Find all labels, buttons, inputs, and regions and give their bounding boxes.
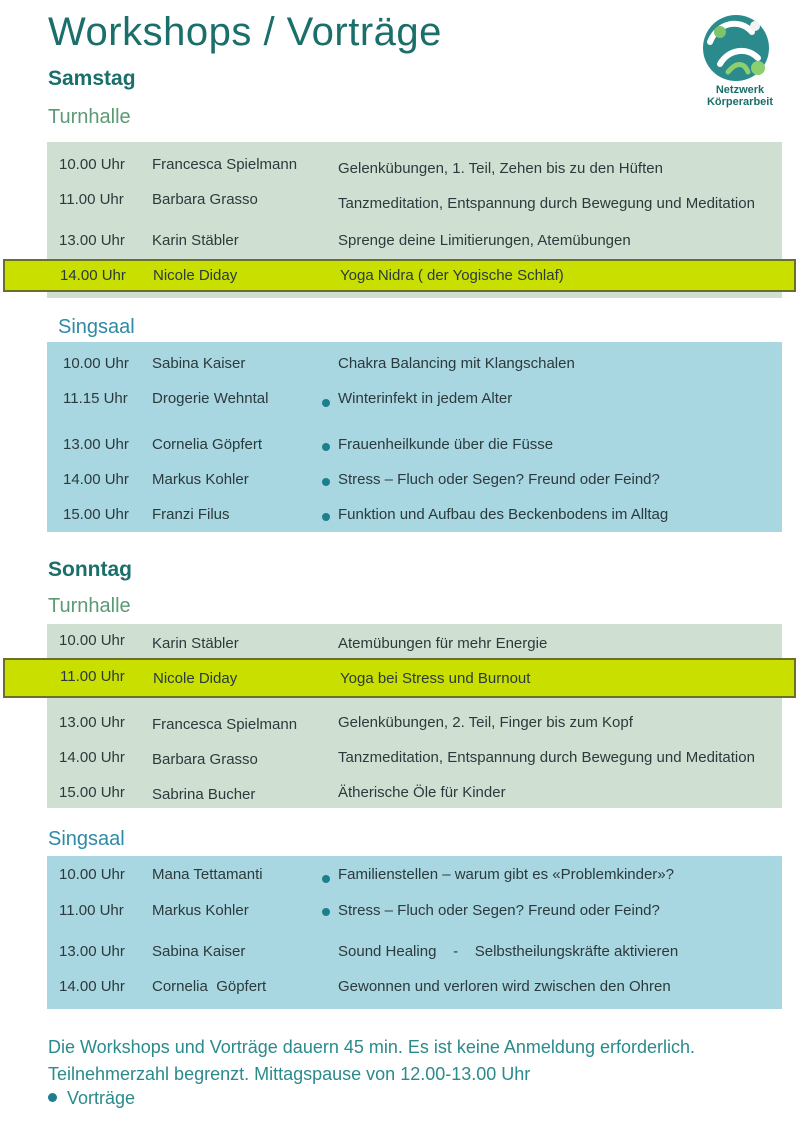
- schedule-block-singsaal-sun: [47, 856, 782, 1009]
- logo-line-2: Körperarbeit: [706, 96, 774, 108]
- row-topic: Gelenkübungen, 1. Teil, Zehen bis zu den Hüften: [338, 160, 663, 177]
- highlighted-row: [3, 658, 796, 698]
- schedule-row: [47, 228, 782, 258]
- row-speaker: Cornelia Göpfert: [152, 978, 267, 995]
- row-time: 14.00 Uhr: [63, 471, 129, 488]
- row-time: 14.00 Uhr: [59, 978, 125, 995]
- row-topic: Funktion und Aufbau des Beckenbodens im Alltag: [338, 506, 669, 523]
- day-sunday: Sonntag: [48, 558, 132, 581]
- row-topic: Frauenheilkunde über die Füsse: [338, 436, 554, 453]
- row-speaker: Cornelia Göpfert: [152, 436, 263, 453]
- row-time: 11.15 Uhr: [63, 390, 128, 407]
- row-time: 15.00 Uhr: [63, 506, 129, 523]
- row-topic: Chakra Balancing mit Klangschalen: [338, 355, 575, 372]
- row-speaker: Francesca Spielmann: [152, 716, 298, 733]
- row-time: 11.00 Uhr: [59, 902, 124, 919]
- row-time: 13.00 Uhr: [59, 943, 125, 960]
- lecture-dot-icon: [48, 1093, 57, 1102]
- logo-emblem-icon: [700, 12, 780, 84]
- row-topic: Tanzmeditation, Entspannung durch Bewegung und Meditation: [338, 749, 755, 766]
- row-time: 10.00 Uhr: [59, 866, 125, 883]
- row-time: 10.00 Uhr: [63, 355, 129, 372]
- lecture-dot-icon: [322, 399, 330, 407]
- schedule-row: [47, 745, 782, 775]
- row-speaker: Sabrina Bucher: [152, 786, 256, 803]
- row-topic: Stress – Fluch oder Segen? Freund oder Feind?: [338, 902, 660, 919]
- schedule-row: [47, 467, 782, 497]
- row-speaker: Markus Kohler: [152, 902, 249, 919]
- row-speaker: Karin Stäbler: [152, 635, 239, 652]
- row-topic: Tanzmeditation, Entspannung durch Bewegung und Meditation: [338, 195, 755, 212]
- row-speaker: Barbara Grasso: [152, 751, 258, 768]
- lecture-dot-icon: [322, 908, 330, 916]
- schedule-row: [47, 862, 782, 892]
- row-time: 10.00 Uhr: [59, 156, 125, 173]
- row-topic: Familienstellen – warum gibt es «Problemkinder»?: [338, 866, 674, 883]
- highlighted-row: [3, 259, 796, 292]
- logo-text: [694, 84, 786, 108]
- schedule-row: [47, 710, 782, 740]
- day-saturday: Samstag: [48, 67, 136, 90]
- row-speaker: Nicole Diday: [153, 267, 238, 284]
- row-time: 13.00 Uhr: [59, 714, 125, 731]
- logo-line-1: Netzwerk: [715, 84, 765, 96]
- row-topic: Yoga bei Stress und Burnout: [340, 670, 531, 687]
- room-turnhalle-sun: Turnhalle: [48, 595, 131, 617]
- row-topic: Gelenkübungen, 2. Teil, Finger bis zum Kopf: [338, 714, 633, 731]
- room-singsaal-sat: Singsaal: [58, 316, 135, 338]
- schedule-block-singsaal-sat: [47, 342, 782, 532]
- page-title: Workshops / Vorträge: [48, 10, 442, 54]
- row-speaker: Karin Stäbler: [152, 232, 239, 249]
- row-topic: Sprenge deine Limitierungen, Atemübungen: [338, 232, 631, 249]
- lecture-dot-icon: [322, 478, 330, 486]
- schedule-row: [47, 628, 782, 658]
- schedule-row: [47, 780, 782, 810]
- row-topic: Stress – Fluch oder Segen? Freund oder Feind?: [338, 471, 660, 488]
- lecture-dot-icon: [322, 875, 330, 883]
- row-speaker: Franzi Filus: [152, 506, 230, 523]
- row-speaker: Barbara Grasso: [152, 191, 258, 208]
- room-singsaal-sun: Singsaal: [48, 828, 125, 850]
- legend-label: Vorträge: [67, 1088, 136, 1108]
- row-topic: Gewonnen und verloren wird zwischen den Ohren: [338, 978, 671, 995]
- row-topic: Yoga Nidra ( der Yogische Schlaf): [340, 267, 564, 284]
- row-topic: Winterinfekt in jedem Alter: [338, 390, 513, 407]
- row-speaker: Francesca Spielmann: [152, 156, 298, 173]
- row-time: 13.00 Uhr: [59, 232, 125, 249]
- footer-note: Die Workshops und Vorträge dauern 45 min. Es ist keine Anmeldung erforderlich. Teilnehmerzahl begrenzt. Mittagspause von 12.00-13.00 Uhr: [48, 1037, 696, 1084]
- schedule-row: [47, 386, 782, 416]
- schedule-row: [47, 502, 782, 532]
- room-turnhalle-sat: Turnhalle: [48, 106, 131, 128]
- schedule-row: [47, 187, 782, 217]
- row-speaker: Sabina Kaiser: [152, 355, 246, 372]
- row-time: 11.00 Uhr: [59, 191, 124, 208]
- schedule-row: [47, 939, 782, 969]
- schedule-row: [47, 351, 782, 381]
- row-speaker: Drogerie Wehntal: [152, 390, 269, 407]
- row-time: 10.00 Uhr: [59, 632, 125, 649]
- row-time: 13.00 Uhr: [63, 436, 129, 453]
- logo: [700, 12, 780, 112]
- lecture-dot-icon: [322, 443, 330, 451]
- row-time: 14.00 Uhr: [60, 267, 126, 284]
- row-speaker: Markus Kohler: [152, 471, 249, 488]
- schedule-row: [47, 898, 782, 928]
- lecture-dot-icon: [322, 513, 330, 521]
- row-speaker: Mana Tettamanti: [152, 866, 263, 883]
- schedule-row: [47, 152, 782, 182]
- schedule-row: [47, 432, 782, 462]
- legend: [48, 1088, 135, 1109]
- row-time: 15.00 Uhr: [59, 784, 125, 801]
- row-speaker: Sabina Kaiser: [152, 943, 246, 960]
- row-topic: Sound Healing - Selbstheilungskräfte aktivieren: [338, 943, 679, 960]
- schedule-block-turnhalle-sun: [47, 624, 782, 808]
- row-topic: Ätherische Öle für Kinder: [338, 784, 506, 801]
- schedule-row: [47, 974, 782, 1004]
- row-speaker: Nicole Diday: [153, 670, 238, 687]
- row-time: 11.00 Uhr: [60, 668, 125, 685]
- row-time: 14.00 Uhr: [59, 749, 125, 766]
- row-topic: Atemübungen für mehr Energie: [338, 635, 548, 652]
